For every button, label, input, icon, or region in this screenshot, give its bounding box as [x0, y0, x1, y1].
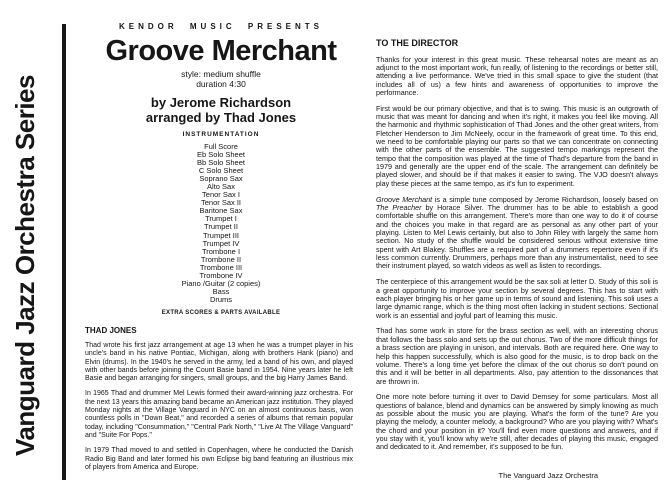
style-line: style: medium shuffle: [181, 69, 261, 79]
instrument-item: Soprano Sax: [199, 174, 243, 184]
instrument-item: Baritone Sax: [199, 206, 243, 216]
instrument-item: Trombone IV: [199, 270, 243, 280]
instrumentation-heading: INSTRUMENTATION: [182, 131, 260, 138]
instrument-item: Trumpet II: [204, 222, 238, 232]
instrumentation-list: [76, 143, 366, 304]
director-paragraph: First would be our primary objective, and that is to swing. This music is an outgrowth of music that was meant for dancing and when it's right, it makes you feel like moving. All the harmonic and rhythmic sophistication of Thad Jones and the other great writers, from Fletcher Henderson to Jim McNeely, occur in the framework of great time. To this end, we need to be comfortable playing our parts so that we can concentrate on connecting with the other parts of the ensemble. The suggested tempo markings represent the tempo that the composition was played at the time of Thad's departure from the band in 1979 and generally are the upper end of the scale. The arrangement can definitely be played slower, and should be if that makes it easier to swing. The VJO doesn't always play these pieces at the same tempo, as it's fun to experiment.: [376, 103, 658, 188]
series-title-vertical: Vanguard Jazz Orchestra Series: [10, 75, 40, 456]
vertical-divider-rule: [62, 24, 66, 480]
bio-paragraph: Thad wrote his first jazz arrangement at age 13 when he was a trumpet player in his uncle's band in his native Pontiac, Michigan, along with brothers Hank (piano) and Elvin (drums). In the 1940's he served in the army, led a band of his own, and played with other bands before joining the Count Basie band in 1954. Nine years later he left Basie and began arranging for singers, small groups, and the big Harry James Band.: [85, 341, 353, 383]
instrument-item: Trombone III: [199, 262, 243, 272]
publisher-line: KENDOR MUSIC PRESENTS: [118, 22, 323, 31]
instrument-item: Eb Solo Sheet: [197, 150, 245, 160]
instrument-item: Full Score: [204, 142, 238, 151]
director-paragraph: [376, 196, 658, 271]
instrument-item: Tenor Sax II: [200, 198, 242, 208]
director-paragraph: Thad has some work in store for the brass section as well, with an interesting chorus that follows the bass solo and sets up the out chorus. Two of the more difficult things for a brass section are playing in unison, and intervals. Both are required here. One way to help this happen successfully, which is also good for the music, is to drop back on the volume. There's a long time yet before the climax of the out chorus so don't pound on this and it will be better in all departments. Also, pay attention to the dissonances that are thrown in.: [376, 326, 658, 386]
bio-heading: THAD JONES: [85, 325, 137, 335]
extras-note: EXTRA SCORES & PARTS AVAILABLE: [161, 309, 281, 316]
instrument-item: Drums: [209, 294, 233, 304]
cover-column: [76, 0, 366, 472]
instrument-item: C Solo Sheet: [198, 166, 244, 176]
bio-paragraph: In 1965 Thad and drummer Mel Lewis formed their award-winning jazz orchestra. For the next 13 years this amazing band became an American jazz institution. They played Monday nights at the Village Vanguard in NYC on an almost continuous basis, won countless polls in "Down Beat," and recorded a series of albums that remain popular today, including "Consummation," "Central Park North," "Live At The Village Vanguard" and "Suite For Pops.": [85, 390, 353, 439]
instrument-item: Bb Solo Sheet: [197, 158, 245, 168]
instrument-item: Trombone II: [200, 254, 242, 264]
instrument-item: Bass: [212, 286, 230, 296]
instrument-item: Tenor Sax I: [202, 190, 240, 200]
director-paragraph: The centerpiece of this arrangement would be the sax soli at letter D. Study of this soli is a great opportunity to improve your section by several degrees. This has to start with each player bringing his or her game up in terms of sound and listening. This soli uses a large dynamic range, which is the thing most often lacking in student sections. Sectional work is an essential and joyful part of learning this music.: [376, 277, 658, 320]
bio-paragraphs: [85, 342, 353, 472]
tune-title-italic: Groove Merchant: [376, 194, 433, 204]
director-notes-column: [376, 38, 658, 452]
composer-line: by Jerome Richardson: [150, 95, 292, 110]
signature-line: The Vanguard Jazz Orchestra: [498, 471, 598, 480]
instrument-item: Piano /Guitar (2 copies): [181, 278, 261, 288]
director-paragraph: One more note before turning it over to David Demsey for some particulars. Most all questions of balance, blend and dynamics can be answered by simply knowing as much as possible about the music you are playing. What's the form of the tune? Are you playing the melody, a counter melody, a background? Who are you playing with? What's the chord and your position in it? You'll find even more questions and answers, and if you stay with it, you'll know why we're still, after decades of playing this music, engaged and dedicated to it. And remember, it's supposed to be fun.: [376, 392, 658, 452]
instrument-item: Trumpet IV: [202, 238, 240, 248]
arranger-line: arranged by Thad Jones: [145, 110, 297, 125]
paragraph-text: is a simple tune composed by Jerome Richardson, loosely based on: [432, 194, 658, 204]
duration-line: duration 4:30: [196, 79, 246, 89]
piece-title: Groove Merchant: [105, 35, 337, 67]
thad-jones-bio: [85, 326, 353, 472]
bio-paragraph: In 1979 Thad moved to and settled in Copenhagen, where he conducted the Danish Radio Big Band and later formed his own Eclipse big band featuring an illustrious mix of players from America and Europe.: [85, 447, 353, 471]
director-paragraph: Thanks for your interest in this great music. These rehearsal notes are meant as an adjunct to the most important work, fun really, of listening to the recordings or better still, attending a live performance. We've tried in this small space to give the student (that includes all of us) a few hints and awareness of opportunities to improve the performance.: [376, 54, 658, 97]
instrument-item: Alto Sax: [207, 182, 235, 192]
instrument-item: Trumpet I: [205, 214, 237, 224]
instrument-item: Trumpet III: [203, 230, 239, 240]
paragraph-text: by Horace Silver. The drummer has to be able to establish a good comfortable shuffle on this arrangement. There's more than one way to do it of course and the choices you make in that regard are as personal as any other part of your playing. Listen to Mel Lewis certainly, but also to John Riley with largely the same horn section. No study of the shuffle would be considered serious without extensive time spent with Art Blakey. Shuffles are a required part of a drummers repertoire even if it's less common currently. Drummers, perhaps more than any instrumentalist, need to see their instrument played, so watch videos as well as listen to recordings.: [376, 203, 658, 271]
director-heading: TO THE DIRECTOR: [376, 38, 459, 48]
tune-title-italic: The Preacher: [376, 203, 422, 212]
instrument-item: Trombone I: [201, 246, 241, 256]
